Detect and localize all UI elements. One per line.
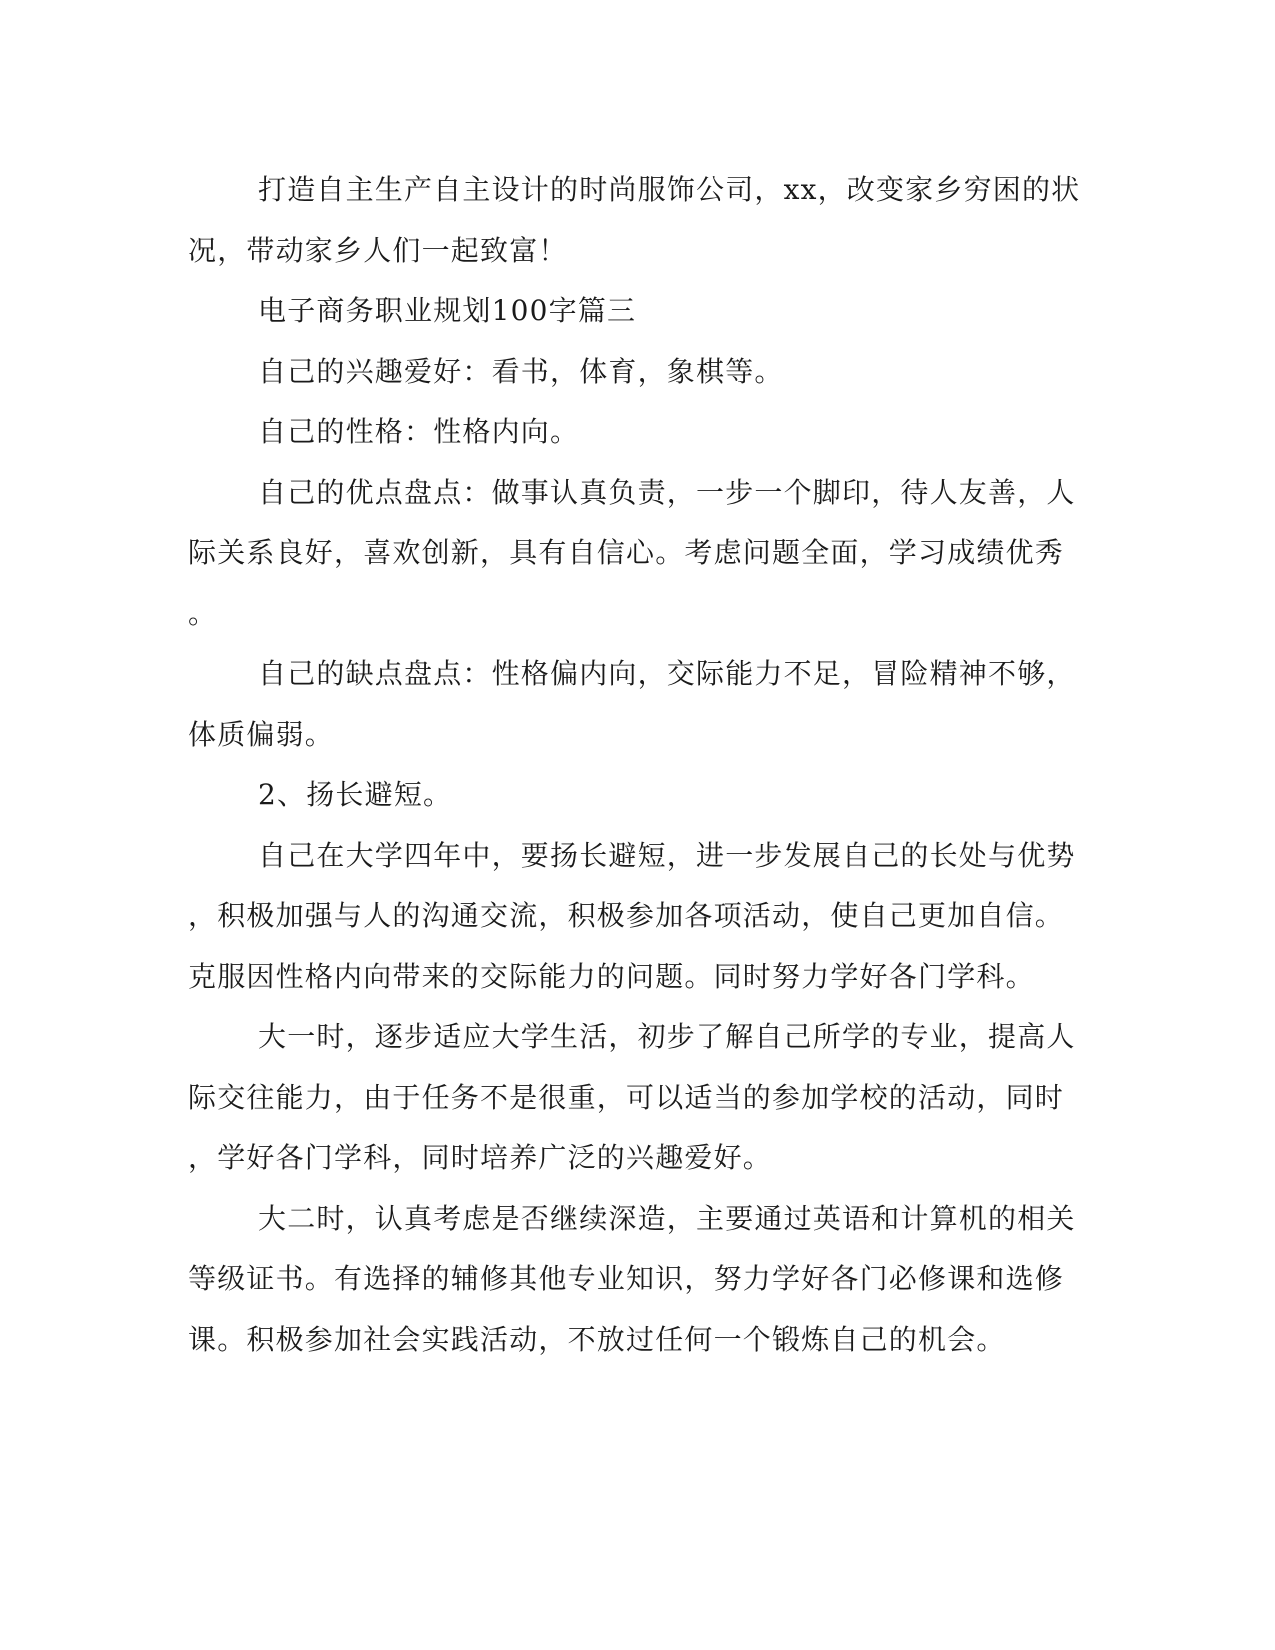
- text-line: 克服因性格内向带来的交际能力的问题。同时努力学好各门学科。: [188, 959, 1035, 993]
- text-line: 自己在大学四年中，要扬长避短，进一步发展自己的长处与优势: [258, 838, 1076, 872]
- document-body: [188, 160, 1081, 1370]
- text-line: 自己的优点盘点：做事认真负责，一步一个脚印，待人友善，人: [258, 475, 1076, 509]
- text-line: 际关系良好，喜欢创新，具有自信心。考虑问题全面，学习成绩优秀: [188, 536, 1065, 569]
- text-line: ，学好各门学科，同时培养广泛的兴趣爱好。: [188, 1141, 773, 1174]
- text-line: 大二时，认真考虑是否继续深造，主要通过英语和计算机的相关: [258, 1201, 1076, 1235]
- text-line: ，积极加强与人的沟通交流，积极参加各项活动，使自己更加自信。: [188, 899, 1065, 932]
- text-line: 体质偏弱。: [188, 717, 335, 751]
- text-line: 际交往能力，由于任务不是很重，可以适当的参加学校的活动，同时: [188, 1080, 1065, 1114]
- text-line: 自己的性格：性格内向。: [258, 415, 580, 448]
- text-line: 自己的兴趣爱好：看书，体育，象棋等。: [258, 354, 784, 388]
- text-line: 打造自主生产自主设计的时尚服饰公司，xx，改变家乡穷困的状: [258, 173, 1081, 206]
- section-heading: 2、扬长避短。: [258, 778, 453, 811]
- text-line: 等级证书。有选择的辅修其他专业知识，努力学好各门必修课和选修: [188, 1262, 1065, 1295]
- text-line: 。: [188, 596, 218, 630]
- text-line: 自己的缺点盘点：性格偏内向，交际能力不足，冒险精神不够，: [258, 657, 1076, 690]
- text-line: 大一时，逐步适应大学生活，初步了解自己所学的专业，提高人: [258, 1020, 1076, 1053]
- text-line: 况，带动家乡人们一起致富！: [188, 233, 568, 267]
- text-line: 课。积极参加社会实践活动，不放过任何一个锻炼自己的机会。: [188, 1322, 1006, 1356]
- section-heading: 电子商务职业规划100字篇三: [258, 294, 637, 327]
